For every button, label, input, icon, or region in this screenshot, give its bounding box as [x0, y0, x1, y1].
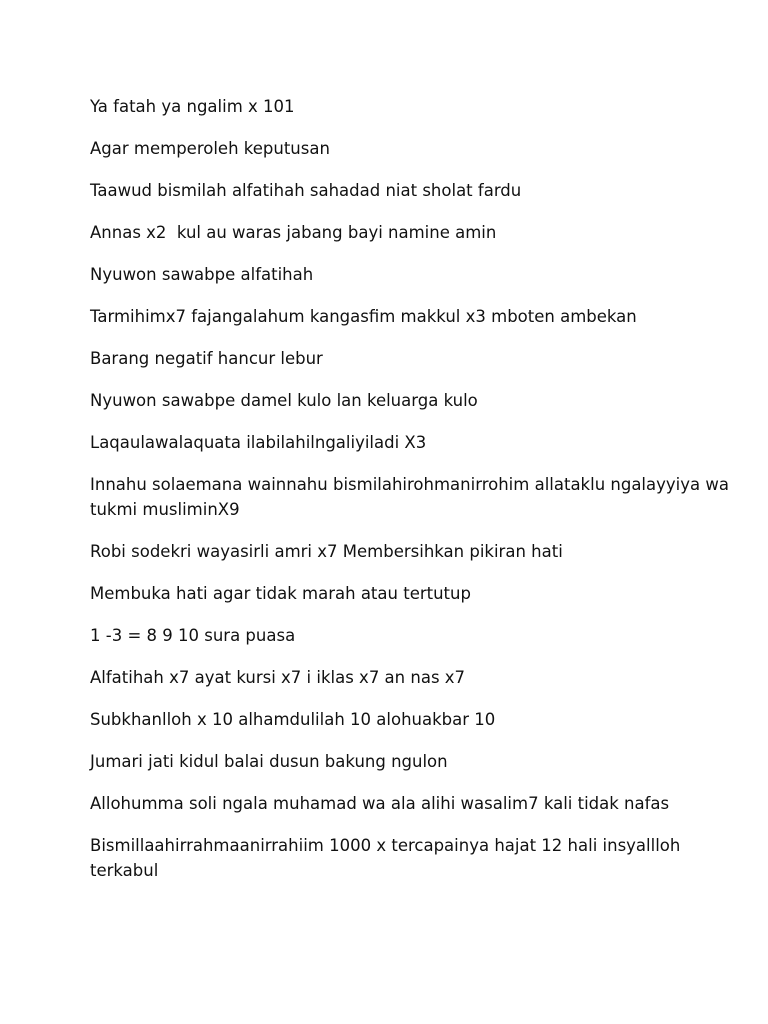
text-line: Annas x2 kul au waras jabang bayi namine amin: [90, 223, 497, 242]
text-line: Bismillaahirrahmaanirrahiim 1000 x tercapainya hajat 12 hali insyallloh terkabul: [90, 836, 686, 880]
text-line: Nyuwon sawabpe alfatihah: [90, 265, 314, 284]
document-body: [90, 94, 735, 900]
text-line: Barang negatif hancur lebur: [90, 349, 323, 368]
text-line: Robi sodekri wayasirli amri x7 Membersihkan pikiran hati: [90, 542, 563, 561]
text-line: Innahu solaemana wainnahu bismilahirohmanirrohim allataklu ngalayyiya wa tukmi musliminX9: [90, 475, 735, 519]
text-line: Alfatihah x7 ayat kursi x7 i iklas x7 an nas x7: [90, 668, 466, 687]
text-line: Jumari jati kidul balai dusun bakung ngulon: [90, 752, 448, 771]
text-line: Tarmihimx7 fajangalahum kangasfim makkul x3 mboten ambekan: [90, 307, 637, 326]
text-line: Subkhanlloh x 10 alhamdulilah 10 alohuakbar 10: [90, 710, 496, 729]
text-line: 1 -3 = 8 9 10 sura puasa: [90, 626, 296, 645]
text-line: Ya fatah ya ngalim x 101: [90, 97, 295, 116]
text-line: Taawud bismilah alfatihah sahadad niat sholat fardu: [90, 181, 522, 200]
text-line: Membuka hati agar tidak marah atau tertutup: [90, 584, 471, 603]
text-line: Allohumma soli ngala muhamad wa ala alihi wasalim7 kali tidak nafas: [90, 794, 670, 813]
text-line: Laqaulawalaquata ilabilahilngaliyiladi X3: [90, 433, 427, 452]
text-line: Agar memperoleh keputusan: [90, 139, 330, 158]
text-line: Nyuwon sawabpe damel kulo lan keluarga kulo: [90, 391, 478, 410]
